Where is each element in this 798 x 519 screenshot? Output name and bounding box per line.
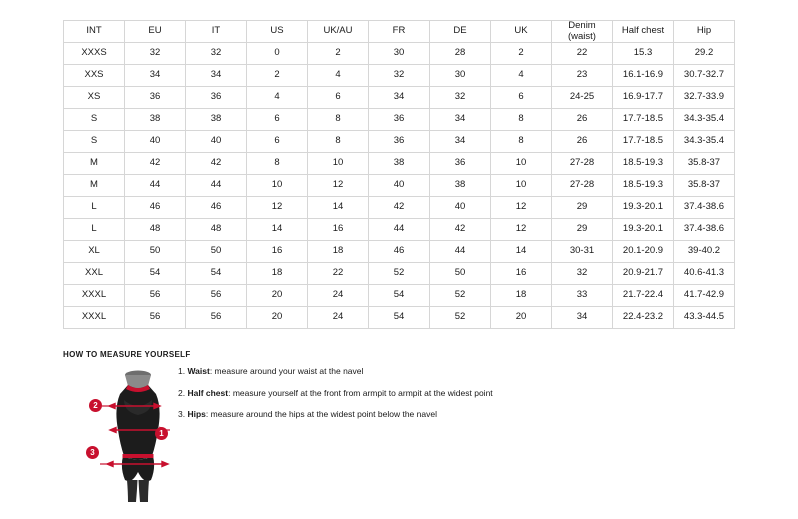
cell-uk: 16 <box>491 263 552 285</box>
cell-uk-au: 12 <box>308 175 369 197</box>
cell-de: 32 <box>430 87 491 109</box>
column-header-fr: FR <box>369 21 430 43</box>
cell-us: 10 <box>247 175 308 197</box>
cell-uk: 12 <box>491 197 552 219</box>
cell-eu: 42 <box>125 153 186 175</box>
cell-eu: 44 <box>125 175 186 197</box>
cell-denim-waist: 23 <box>552 65 613 87</box>
cell-uk-au: 4 <box>308 65 369 87</box>
cell-uk-au: 10 <box>308 153 369 175</box>
cell-de: 52 <box>430 307 491 329</box>
cell-denim-waist: 22 <box>552 43 613 65</box>
cell-uk: 4 <box>491 65 552 87</box>
table-header <box>64 21 735 43</box>
cell-eu: 56 <box>125 307 186 329</box>
cell-us: 20 <box>247 285 308 307</box>
column-header-uk: UK <box>491 21 552 43</box>
cell-uk-au: 8 <box>308 131 369 153</box>
cell-fr: 54 <box>369 307 430 329</box>
cell-us: 4 <box>247 87 308 109</box>
cell-uk: 10 <box>491 153 552 175</box>
table-row <box>64 241 735 263</box>
table-row <box>64 263 735 285</box>
cell-de: 28 <box>430 43 491 65</box>
instruction-number: 2. <box>178 387 186 398</box>
cell-int: M <box>64 153 125 175</box>
cell-it: 42 <box>186 153 247 175</box>
cell-de: 36 <box>430 153 491 175</box>
cell-fr: 36 <box>369 109 430 131</box>
table-row <box>64 197 735 219</box>
instruction-text: : measure yourself at the front from armpit to armpit at the widest point <box>228 387 493 398</box>
cell-eu: 32 <box>125 43 186 65</box>
cell-uk-au: 18 <box>308 241 369 263</box>
cell-it: 36 <box>186 87 247 109</box>
cell-us: 6 <box>247 109 308 131</box>
cell-half-chest: 18.5-19.3 <box>613 153 674 175</box>
figure-badge-3: 3 <box>86 446 99 459</box>
cell-it: 40 <box>186 131 247 153</box>
cell-hip: 32.7-33.9 <box>674 87 735 109</box>
cell-it: 48 <box>186 219 247 241</box>
cell-eu: 54 <box>125 263 186 285</box>
cell-us: 2 <box>247 65 308 87</box>
cell-hip: 39-40.2 <box>674 241 735 263</box>
column-header-it: IT <box>186 21 247 43</box>
cell-fr: 44 <box>369 219 430 241</box>
cell-de: 52 <box>430 285 491 307</box>
column-header-de: DE <box>430 21 491 43</box>
table-body <box>64 43 735 329</box>
cell-denim-waist: 29 <box>552 219 613 241</box>
cell-hip: 34.3-35.4 <box>674 109 735 131</box>
cell-int: XXS <box>64 65 125 87</box>
column-header-eu: EU <box>125 21 186 43</box>
cell-uk: 6 <box>491 87 552 109</box>
figure-badge-1: 1 <box>155 427 168 440</box>
column-header-denim-waist: Denim (waist) <box>552 21 613 43</box>
cell-half-chest: 20.9-21.7 <box>613 263 674 285</box>
cell-de: 34 <box>430 131 491 153</box>
table-row <box>64 87 735 109</box>
cell-denim-waist: 26 <box>552 109 613 131</box>
instruction-text: : measure around your waist at the navel <box>209 366 364 376</box>
cell-it: 50 <box>186 241 247 263</box>
cell-it: 46 <box>186 197 247 219</box>
cell-de: 42 <box>430 219 491 241</box>
cell-uk: 10 <box>491 175 552 197</box>
table-row <box>64 131 735 153</box>
cell-us: 16 <box>247 241 308 263</box>
cell-eu: 34 <box>125 65 186 87</box>
cell-uk: 12 <box>491 219 552 241</box>
cell-us: 12 <box>247 197 308 219</box>
cell-it: 32 <box>186 43 247 65</box>
cell-us: 6 <box>247 131 308 153</box>
cell-it: 54 <box>186 263 247 285</box>
cell-de: 30 <box>430 65 491 87</box>
cell-hip: 35.8-37 <box>674 153 735 175</box>
cell-int: L <box>64 219 125 241</box>
cell-fr: 46 <box>369 241 430 263</box>
cell-it: 44 <box>186 175 247 197</box>
instruction-half-chest <box>178 388 578 399</box>
cell-fr: 52 <box>369 263 430 285</box>
instruction-term: Half chest <box>187 387 229 398</box>
figure-badge-2: 2 <box>89 399 102 412</box>
cell-half-chest: 19.3-20.1 <box>613 219 674 241</box>
instruction-number: 1. <box>178 366 186 376</box>
cell-int: S <box>64 109 125 131</box>
cell-us: 0 <box>247 43 308 65</box>
cell-int: XXL <box>64 263 125 285</box>
cell-uk-au: 22 <box>308 263 369 285</box>
cell-denim-waist: 27-28 <box>552 175 613 197</box>
cell-uk: 20 <box>491 307 552 329</box>
cell-half-chest: 15.3 <box>613 43 674 65</box>
cell-half-chest: 19.3-20.1 <box>613 197 674 219</box>
cell-denim-waist: 34 <box>552 307 613 329</box>
column-header-us: US <box>247 21 308 43</box>
cell-int: S <box>64 131 125 153</box>
cell-hip: 37.4-38.6 <box>674 197 735 219</box>
cell-hip: 30.7-32.7 <box>674 65 735 87</box>
table-row <box>64 109 735 131</box>
cell-fr: 38 <box>369 153 430 175</box>
cell-uk: 2 <box>491 43 552 65</box>
cell-fr: 42 <box>369 197 430 219</box>
cell-uk-au: 24 <box>308 285 369 307</box>
cell-de: 44 <box>430 241 491 263</box>
cell-hip: 35.8-37 <box>674 175 735 197</box>
cell-it: 56 <box>186 285 247 307</box>
cell-denim-waist: 32 <box>552 263 613 285</box>
measure-instructions <box>178 366 578 431</box>
cell-eu: 38 <box>125 109 186 131</box>
cell-eu: 50 <box>125 241 186 263</box>
instruction-waist <box>178 366 578 377</box>
column-header-half-chest: Half chest <box>613 21 674 43</box>
cell-hip: 34.3-35.4 <box>674 131 735 153</box>
cell-us: 18 <box>247 263 308 285</box>
cell-half-chest: 17.7-18.5 <box>613 131 674 153</box>
cell-uk: 8 <box>491 131 552 153</box>
cell-denim-waist: 29 <box>552 197 613 219</box>
table-header-row <box>64 21 735 43</box>
cell-int: M <box>64 175 125 197</box>
cell-denim-waist: 24-25 <box>552 87 613 109</box>
column-header-int: INT <box>64 21 125 43</box>
cell-denim-waist: 26 <box>552 131 613 153</box>
cell-us: 20 <box>247 307 308 329</box>
cell-half-chest: 18.5-19.3 <box>613 175 674 197</box>
cell-fr: 34 <box>369 87 430 109</box>
cell-uk: 8 <box>491 109 552 131</box>
instruction-term: Hips <box>187 409 206 420</box>
cell-de: 34 <box>430 109 491 131</box>
cell-uk-au: 2 <box>308 43 369 65</box>
table-row <box>64 153 735 175</box>
table-row <box>64 65 735 87</box>
cell-eu: 56 <box>125 285 186 307</box>
cell-half-chest: 20.1-20.9 <box>613 241 674 263</box>
cell-int: XXXL <box>64 285 125 307</box>
size-table-container <box>63 20 735 329</box>
cell-eu: 40 <box>125 131 186 153</box>
cell-hip: 29.2 <box>674 43 735 65</box>
cell-hip: 40.6-41.3 <box>674 263 735 285</box>
cell-int: XXXS <box>64 43 125 65</box>
column-header-uk-au: UK/AU <box>308 21 369 43</box>
table-row <box>64 43 735 65</box>
table-row <box>64 175 735 197</box>
cell-fr: 30 <box>369 43 430 65</box>
cell-uk-au: 16 <box>308 219 369 241</box>
cell-uk-au: 14 <box>308 197 369 219</box>
cell-uk-au: 24 <box>308 307 369 329</box>
table-row <box>64 285 735 307</box>
cell-eu: 36 <box>125 87 186 109</box>
cell-hip: 37.4-38.6 <box>674 219 735 241</box>
cell-hip: 41.7-42.9 <box>674 285 735 307</box>
instruction-term: Waist <box>187 366 210 376</box>
cell-fr: 54 <box>369 285 430 307</box>
cell-de: 50 <box>430 263 491 285</box>
instruction-number: 3. <box>178 409 186 420</box>
cell-half-chest: 22.4-23.2 <box>613 307 674 329</box>
cell-us: 8 <box>247 153 308 175</box>
cell-it: 56 <box>186 307 247 329</box>
cell-denim-waist: 33 <box>552 285 613 307</box>
cell-denim-waist: 27-28 <box>552 153 613 175</box>
cell-half-chest: 16.9-17.7 <box>613 87 674 109</box>
instruction-text: : measure around the hips at the widest point below the navel <box>205 409 437 420</box>
instruction-hips <box>178 409 578 420</box>
column-header-hip: Hip <box>674 21 735 43</box>
cell-int: L <box>64 197 125 219</box>
cell-half-chest: 21.7-22.4 <box>613 285 674 307</box>
cell-eu: 48 <box>125 219 186 241</box>
cell-it: 34 <box>186 65 247 87</box>
cell-uk: 18 <box>491 285 552 307</box>
cell-it: 38 <box>186 109 247 131</box>
cell-us: 14 <box>247 219 308 241</box>
cell-fr: 40 <box>369 175 430 197</box>
cell-uk-au: 8 <box>308 109 369 131</box>
cell-int: XL <box>64 241 125 263</box>
cell-eu: 46 <box>125 197 186 219</box>
cell-uk: 14 <box>491 241 552 263</box>
cell-fr: 32 <box>369 65 430 87</box>
cell-de: 40 <box>430 197 491 219</box>
cell-uk-au: 6 <box>308 87 369 109</box>
cell-half-chest: 16.1-16.9 <box>613 65 674 87</box>
cell-int: XS <box>64 87 125 109</box>
cell-half-chest: 17.7-18.5 <box>613 109 674 131</box>
cell-int: XXXL <box>64 307 125 329</box>
size-conversion-table <box>63 20 735 329</box>
table-row <box>64 307 735 329</box>
how-to-measure-title: HOW TO MEASURE YOURSELF <box>63 350 191 359</box>
cell-de: 38 <box>430 175 491 197</box>
cell-denim-waist: 30-31 <box>552 241 613 263</box>
cell-hip: 43.3-44.5 <box>674 307 735 329</box>
cell-fr: 36 <box>369 131 430 153</box>
table-row <box>64 219 735 241</box>
